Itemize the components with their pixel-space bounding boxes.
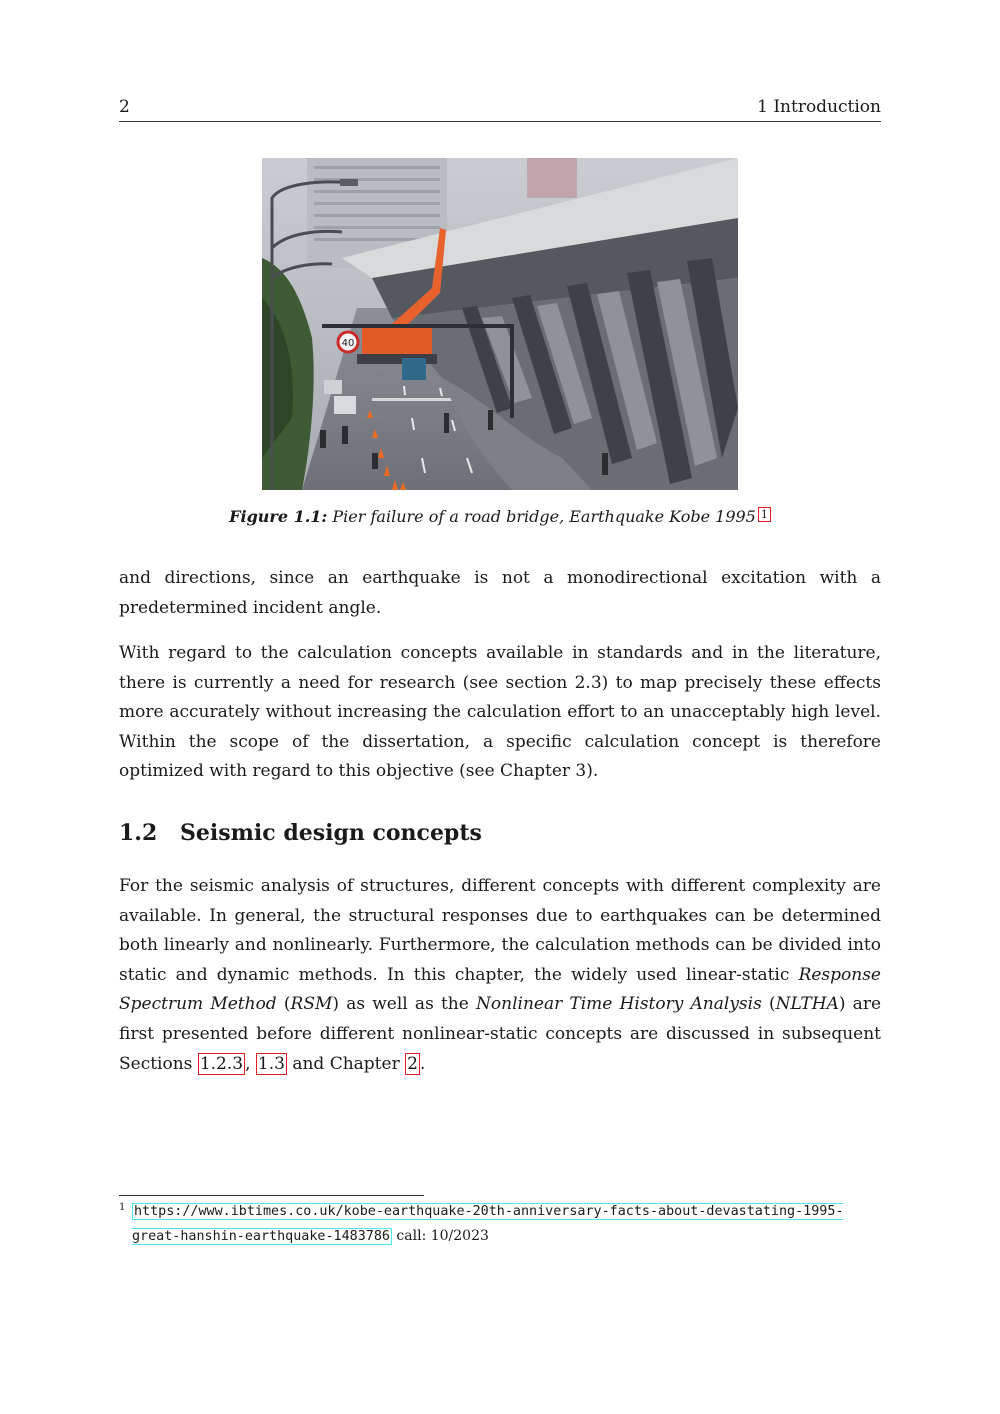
abbr-rsm: RSM [290,994,333,1015]
section-heading [119,820,482,846]
text-run: . [419,1053,426,1074]
section-ref-link[interactable]: 1.2.3 [199,1053,244,1074]
running-header [119,97,881,122]
paragraph-research-need: With regard to the calculation concepts available in standards and in the literature, there is currently a need for research (see section 2.3) to map precisely these effects more accurately without increasing the calculation effort to an unacceptably high level. Within the scope of the dissertation, a specific calculation concept is therefore optimized with regard to this objective (see Chapter 3). [119,643,881,782]
text-run: , [245,1053,256,1074]
figure-image [262,158,738,490]
speed-sign-text: 40 [341,338,355,349]
figure-caption [0,507,1000,526]
footnote [119,1199,889,1249]
text-run: and Chapter [286,1053,406,1074]
chapter-ref-link[interactable]: 2 [407,1053,418,1074]
text-run: ( [761,994,776,1015]
figure-caption-text: Pier failure of a road bridge, Earthquake Kobe 1995 [332,507,756,526]
footnote-number: 1 [119,1202,126,1213]
section-title: Seismic design concepts [180,820,482,846]
text-run: For the seismic analysis of structures, different concepts with different complexity are available. In general, the structural responses due to earthquakes can be determined both linearly and nonlinearly. Furthermore, the calculation methods can be divided into static and dynamic methods. In this chapter, the widely used linear-static [119,876,881,985]
figure-label: Figure 1.1: [229,507,328,526]
footnote-divider [119,1195,424,1196]
footnote-access-date: call: 10/2023 [391,1228,489,1244]
page-number: 2 [119,97,130,117]
footnote-link[interactable]: 1 [758,507,771,522]
term-nltha-full: Nonlinear Time History Analysis [476,994,762,1015]
text-run: ) are first presented before different nonlinear-static concepts are discussed in subsequent Sections [119,994,882,1074]
footnote-url-link[interactable]: https://www.ibtimes.co.uk/kobe-earthquake-20th-anniversary-facts-about-devastating-1995-great-hanshin-earthquake-1483786 [132,1204,844,1244]
collapsed-elevated-highway-photo [262,158,738,490]
paragraph-seismic-analysis [119,872,881,1079]
paragraph-continuation: and directions, since an earthquake is not a monodirectional excitation with a predetermined incident angle. [119,568,881,618]
text-run: ) as well as the [332,994,477,1015]
section-ref-link[interactable]: 1.3 [257,1053,285,1074]
chapter-title: 1 Introduction [757,97,881,117]
text-run: ( [276,994,291,1015]
section-number: 1.2 [119,820,158,846]
term-rsm-full: Response Spectrum Method [119,964,881,1015]
abbr-nltha: NLTHA [775,994,839,1015]
